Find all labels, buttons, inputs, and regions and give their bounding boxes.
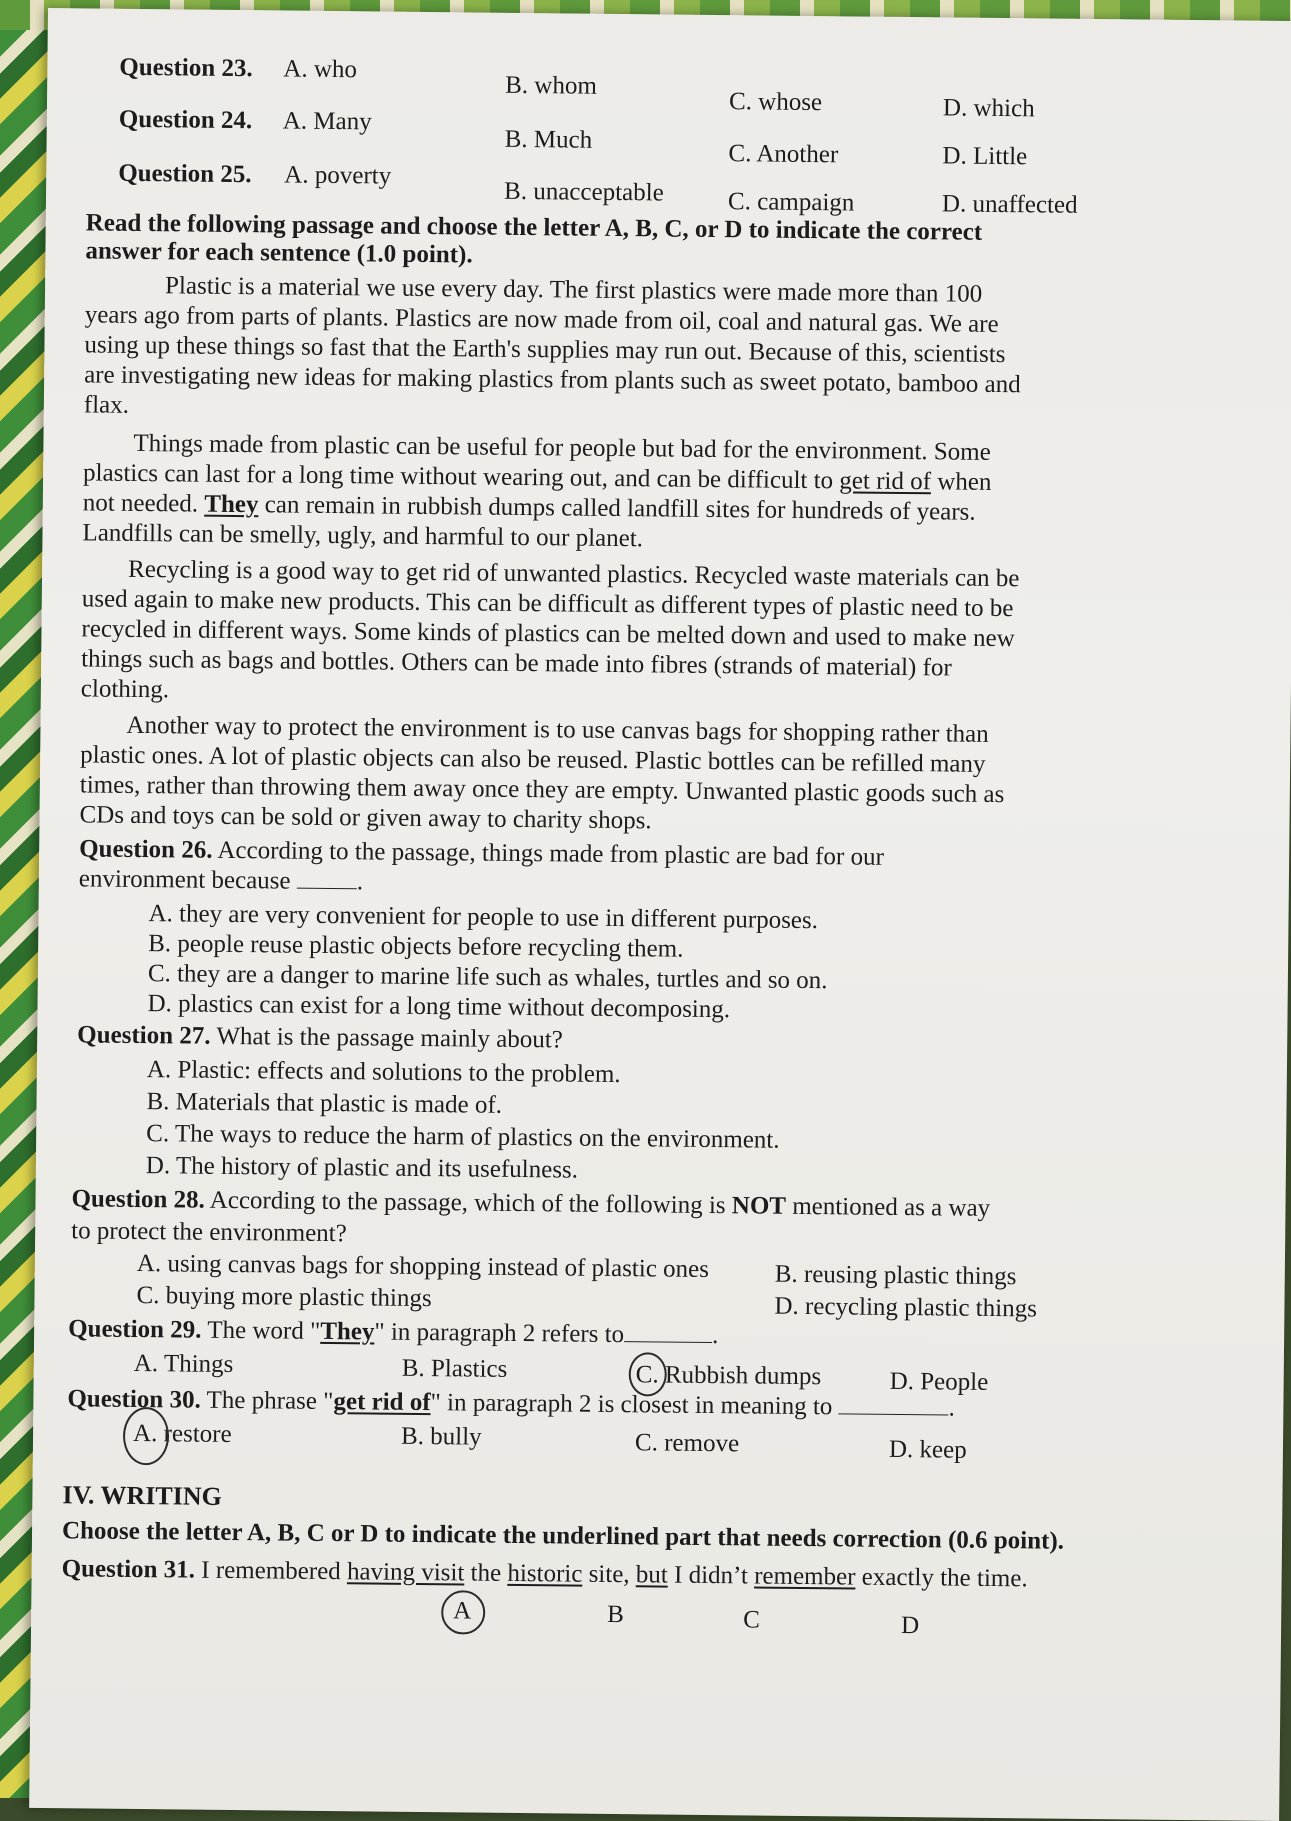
passage-p1-line4: are investigating new ideas for making plastics from plants such as sweet potato, bamboo and xyxy=(84,361,1021,399)
q25-option-c: C. campaign xyxy=(727,188,855,217)
q23-label: Question 23. xyxy=(119,53,253,83)
q24-option-c: C. Another xyxy=(728,140,839,169)
passage-p4-line3: times, rather than throwing them away once they are empty. Unwanted plastic goods such as xyxy=(79,771,1005,809)
passage-p3-line1: Recycling is a good way to get rid of unwanted plastics. Recycled waste materials can be xyxy=(127,555,1020,593)
q31-part-b: historic xyxy=(507,1559,583,1588)
q31-letter-a: A xyxy=(453,1597,472,1625)
passage-p2-line4: Landfills can be smelly, ugly, and harmful to our planet. xyxy=(82,519,644,553)
q28-option-a: A. using canvas bags for shopping instead of plastic ones xyxy=(136,1250,710,1283)
word-they: They xyxy=(204,490,259,519)
q26-blank xyxy=(297,868,357,890)
q28-option-d: D. recycling plastic things xyxy=(774,1292,1038,1323)
q29-blank xyxy=(624,1321,712,1343)
q31-part-d: remember xyxy=(754,1562,856,1591)
q29-option-c: C. Rubbish dumps xyxy=(635,1361,822,1391)
passage-p1-line2: years ago from parts of plants. Plastics are now made from oil, coal and natural gas. We are xyxy=(84,301,999,338)
q29-option-a: A. Things xyxy=(133,1349,234,1379)
q26-stem-line2: environment because . xyxy=(78,865,364,896)
reading-instruction-line1: Read the following passage and choose the letter A, B, C, or D to indicate the correct xyxy=(85,209,983,246)
passage-p3-line5: clothing. xyxy=(80,675,170,704)
answer-circle-q30 xyxy=(123,1407,170,1465)
q28-stem-line1: Question 28. According to the passage, which of the following is NOT mentioned as a way xyxy=(71,1185,991,1222)
passage-p2-line1: Things made from plastic can be useful for people but bad for the environment. Some xyxy=(133,429,991,466)
q24-label: Question 24. xyxy=(118,105,253,135)
writing-heading: IV. WRITING xyxy=(62,1480,223,1511)
q27-option-a: A. Plastic: effects and solutions to the problem. xyxy=(146,1056,621,1089)
writing-instruction: Choose the letter A, B, C or D to indicate the underlined part that needs correction (0.6 point). xyxy=(61,1517,1065,1555)
passage-p2-line3: not needed. They can remain in rubbish dumps called landfill sites for hundreds of years. xyxy=(82,489,976,526)
passage-p4-line2: plastic ones. A lot of plastic objects can also be reused. Plastic bottles can be refilled many xyxy=(80,741,986,778)
q26-option-c: C. they are a danger to marine life such as whales, turtles and so on. xyxy=(147,960,828,995)
q24-option-a: A. Many xyxy=(282,107,372,136)
passage-p2-line2: plastics can last for a long time without wearing out, and can be difficult to get rid of when xyxy=(82,459,992,496)
q31-stem: Question 31. I remembered having visit the historic site, but I didn’t remember exactly the time. xyxy=(61,1555,1028,1593)
q30-option-b: B. bully xyxy=(400,1422,482,1451)
passage-p3-line4: things such as bags and bottles. Others can be made into fibres (strands of material) for xyxy=(81,645,952,682)
passage-p3-line3: recycled in different ways. Some kinds of plastics can be melted down and used to make new xyxy=(81,615,1015,653)
q25-option-d: D. unaffected xyxy=(941,190,1078,219)
q29-option-b: B. Plastics xyxy=(401,1354,508,1383)
exam-paper xyxy=(29,8,1291,1821)
q26-stem-line1: Question 26. According to the passage, things made from plastic are bad for our xyxy=(79,835,884,871)
q30-stem: Question 30. The phrase "get rid of" in paragraph 2 is closest in meaning to . xyxy=(67,1385,956,1422)
q31-part-c: but xyxy=(635,1561,668,1589)
reading-instruction-line2: answer for each sentence (1.0 point). xyxy=(85,237,473,269)
q31-letter-c: C xyxy=(743,1606,760,1634)
q26-option-d: D. plastics can exist for a long time without decomposing. xyxy=(147,990,731,1024)
passage-p1-line1: Plastic is a material we use every day. The first plastics were made more than 100 xyxy=(164,272,983,308)
passage-p4-line1: Another way to protect the environment is to use canvas bags for shopping rather than xyxy=(126,711,989,748)
q23-option-b: B. whom xyxy=(505,71,598,100)
q23-option-a: A. who xyxy=(283,55,358,84)
passage-p1-line5: flax. xyxy=(83,391,130,419)
q29-option-d: D. People xyxy=(889,1367,989,1396)
q30-blank xyxy=(839,1393,949,1415)
q25-option-a: A. poverty xyxy=(284,161,392,190)
q28-stem-line2: to protect the environment? xyxy=(71,1217,347,1248)
phrase-get-rid-of: get rid of xyxy=(839,467,932,496)
q27-option-c: C. The ways to reduce the harm of plastics on the environment. xyxy=(146,1120,780,1154)
answer-circle-q31 xyxy=(441,1590,485,1634)
q29-stem: Question 29. The word "They" in paragraph 2 refers to . xyxy=(68,1315,719,1350)
q24-option-d: D. Little xyxy=(942,142,1028,171)
q27-option-d: D. The history of plastic and its usefulness. xyxy=(145,1152,579,1184)
q25-option-b: B. unacceptable xyxy=(503,177,664,207)
q30-option-c: C. remove xyxy=(634,1429,740,1458)
q28-option-c: C. buying more plastic things xyxy=(136,1281,432,1313)
q30-option-a: A. restore xyxy=(132,1419,232,1449)
q27-option-b: B. Materials that plastic is made of. xyxy=(146,1088,503,1119)
q26-option-b: B. people reuse plastic objects before recycling them. xyxy=(148,930,684,963)
q24-option-b: B. Much xyxy=(504,125,593,154)
q25-label: Question 25. xyxy=(118,159,252,189)
q28-option-b: B. reusing plastic things xyxy=(774,1260,1017,1291)
passage-p1-line3: using up these things so fast that the Earth's supplies may run out. Because of this, scientists xyxy=(84,331,1006,369)
q30-option-d: D. keep xyxy=(888,1435,967,1464)
q31-letter-b: B xyxy=(607,1600,625,1629)
passage-p4-line4: CDs and toys can be sold or given away to charity shops. xyxy=(79,801,652,835)
q31-part-a: having visit xyxy=(346,1558,465,1587)
q27-stem: Question 27. What is the passage mainly about? xyxy=(77,1021,563,1054)
q23-option-c: C. whose xyxy=(728,88,823,117)
passage-p3-line2: used again to make new products. This can be difficult as different types of plastic need to be xyxy=(81,585,1014,623)
q31-letter-d: D xyxy=(900,1612,920,1640)
q23-option-d: D. which xyxy=(942,94,1035,123)
q26-option-a: A. they are very convenient for people to use in different purposes. xyxy=(148,900,819,935)
